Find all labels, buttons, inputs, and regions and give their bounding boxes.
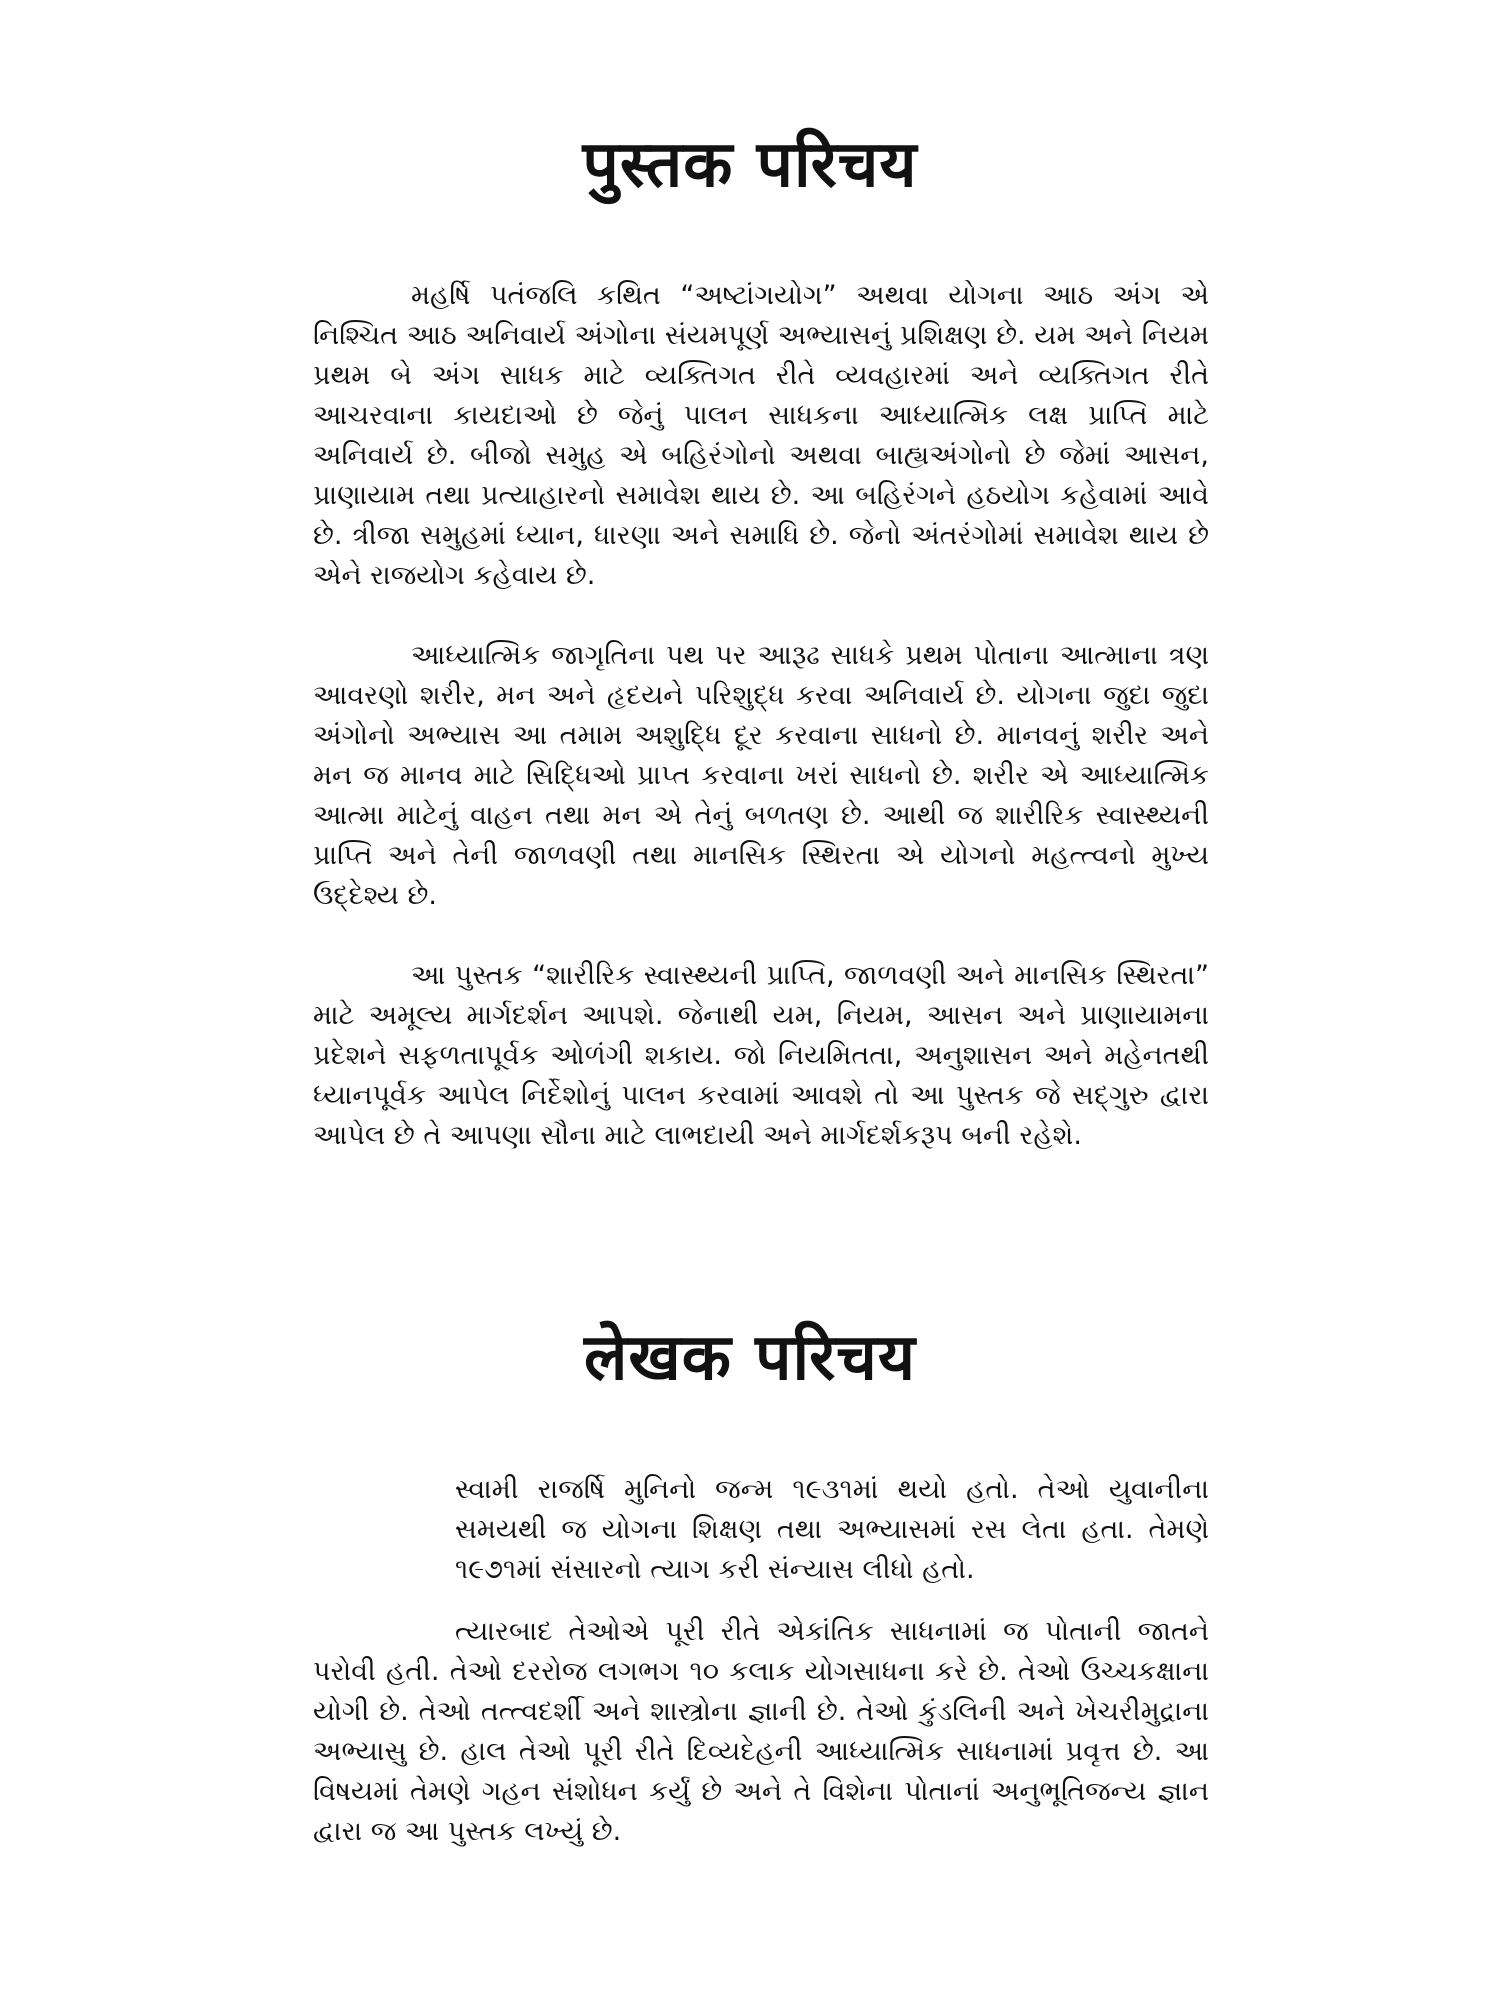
book-intro-paragraph-2: આધ્યાત્મિક જાગૃતિના પથ પર આરૂઢ સાધકે પ્રથમ પોતાના આત્માના ત્રણ આવરણો શરીર, મન અને હૃદયને પરિશુદ્ધ કરવા અનિવાર્ય છે. યોગના જુદા જુદા અંગોનો અભ્યાસ આ તમામ અશુદ્ધિ દૂર કરવાના સાધનો છે. માનવનું શરીર અને મન જ માનવ માટે સિદ્ધિઓ પ્રાપ્ત કરવાના ખરાં સાધનો છે. શરીર એ આધ્યાત્મિક આત્મા માટેનું વાહન તથા મન એ તેનું બળતણ છે. આથી જ શારીરિક સ્વાસ્થ્યની પ્રાપ્તિ અને તેની જાળવણી તથા માનસિક સ્થિરતા એ યોગનો મહત્ત્વનો મુખ્ય ઉદ્દેશ્ય છે. [313, 640, 1209, 911]
author-intro-section [313, 1470, 1209, 1852]
book-intro-heading: पुस्तक परिचय [582, 128, 918, 202]
author-intro-paragraph-1: સ્વામી રાજર્ષિ મુનિનો જન્મ ૧૯૩૧માં થયો હતો. તેઓ યુવાનીના સમયથી જ યોગના શિક્ષણ તથા અભ્યાસમાં રસ લેતા હતા. તેમણે ૧૯૭૧માં સંસારનો ત્યાગ કરી સંન્યાસ લીધો હતો. [455, 1474, 1209, 1585]
book-intro-section [313, 276, 1209, 1196]
author-intro-heading: लेखक परिचय [583, 1321, 917, 1395]
book-intro-paragraph-3: આ પુસ્તક “શારીરિક સ્વાસ્થ્યની પ્રાપ્તિ, જાળવણી અને માનસિક સ્થિરતા” માટે અમૂલ્ય માર્ગદર્શન આપશે. જેનાથી યમ, નિયમ, આસન અને પ્રાણાયામના પ્રદેશને સફળતાપૂર્વક ઓળંગી શકાય. જો નિયમિતતા, અનુશાસન અને મહેનતથી ધ્યાનપૂર્વક આપેલ નિર્દેશોનું પાલન કરવામાં આવશે તો આ પુસ્તક જે સદ્‌ગુરુ દ્વારા આપેલ છે તે આપણા સૌના માટે લાભદાયી અને માર્ગદર્શકરૂપ બની રહેશે. [313, 960, 1209, 1151]
author-intro-paragraph-2: ત્યારબાદ તેઓએ પૂરી રીતે એકાંતિક સાધનામાં જ પોતાની જાતને પરોવી હતી. તેઓ દરરોજ લગભગ ૧૦ કલાક યોગસાધના કરે છે. તેઓ ઉચ્ચકક્ષાના યોગી છે. તેઓ તત્ત્વદર્શી અને શાસ્ત્રોના જ્ઞાની છે. તેઓ કુંડલિની અને ખેચરીમુદ્રાના અભ્યાસુ છે. હાલ તેઓ પૂરી રીતે દિવ્યદેહની આધ્યાત્મિક સાધનામાં પ્રવૃત્ત છે. આ વિષયમાં તેમણે ગહન સંશોધન કર્યું છે અને તે વિશેના પોતાનાં અનુભૂતિજન્ય જ્ઞાન દ્વારા જ આ પુસ્તક લખ્યું છે. [313, 1616, 1209, 1847]
book-intro-paragraph-1: મહર્ષિ પતંજલિ કથિત “અષ્ટાંગયોગ” અથવા યોગના આઠ અંગ એ નિશ્ચિત આઠ અનિવાર્ય અંગોના સંયમપૂર્ણ અભ્યાસનું પ્રશિક્ષણ છે. યમ અને નિયમ પ્રથમ બે અંગ સાધક માટે વ્યક્તિગત રીતે વ્યવહારમાં અને વ્યક્તિગત રીતે આચરવાના કાયદાઓ છે જેનું પાલન સાધકના આધ્યાત્મિક લક્ષ પ્રાપ્તિ માટે અનિવાર્ય છે. બીજો સમુહ એ બહિરંગોનો અથવા બાહ્યઅંગોનો છે જેમાં આસન, પ્રાણાયામ તથા પ્રત્યાહારનો સમાવેશ થાય છે. આ બહિરંગને હઠયોગ કહેવામાં આવે છે. ત્રીજા સમુહમાં ધ્યાન, ધારણા અને સમાધિ છે. જેનો અંતરંગોમાં સમાવેશ થાય છે એને રાજયોગ કહેવાય છે. [313, 280, 1209, 591]
